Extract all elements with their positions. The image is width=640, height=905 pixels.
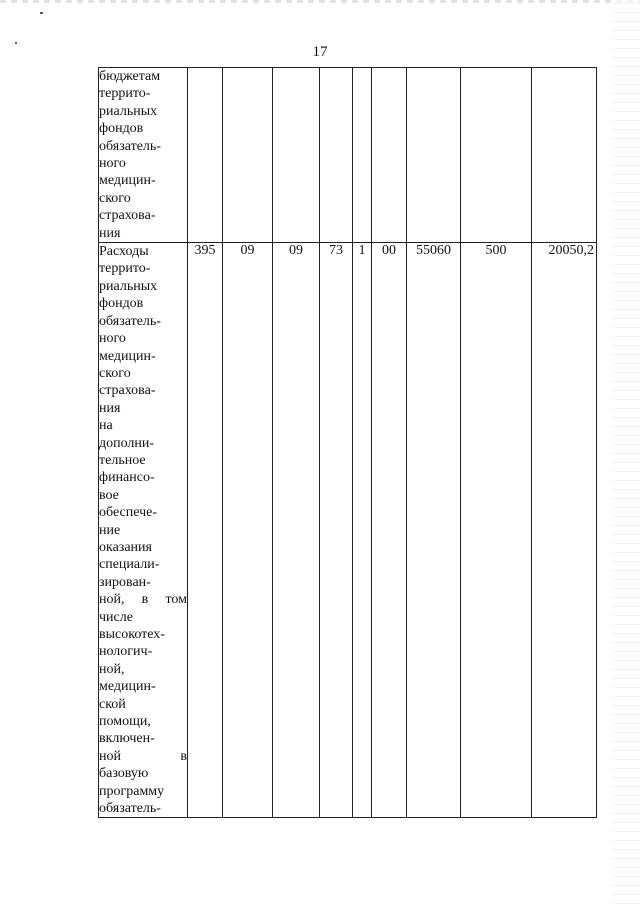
description-line: бюджетам: [99, 69, 161, 84]
code-program-cell: 73: [320, 243, 353, 818]
code-direction-cell: [407, 68, 461, 243]
code-event-cell: [372, 68, 407, 243]
page-number: 17: [312, 44, 328, 60]
budget-table: [98, 67, 597, 818]
code-section-cell: [223, 68, 273, 243]
description-line: дополни-: [99, 435, 155, 451]
description-line: медицин-: [99, 348, 156, 364]
description-line: ской: [99, 696, 126, 712]
description-line: страхова-: [99, 383, 156, 399]
code-section-cell: 09: [223, 243, 273, 818]
code-direction-cell: 55060: [407, 243, 461, 818]
code-subprogram-cell: [353, 68, 372, 243]
description-line: ского: [99, 365, 131, 381]
description-line: страхова-: [99, 208, 156, 224]
description-line: обеспече-: [99, 505, 157, 521]
code-event-cell: 00: [372, 243, 407, 818]
description-line: Расходы: [99, 244, 149, 260]
description-line: ния: [99, 400, 121, 416]
description-line: террито-: [99, 261, 151, 277]
description-line: базовую: [99, 766, 149, 782]
description-line: вое: [99, 487, 119, 503]
description-line: высокотех-: [99, 627, 165, 642]
code-expense-type-cell: 500: [461, 243, 532, 818]
scan-speck: [40, 12, 43, 14]
description-line: программу: [99, 783, 165, 799]
description-line: ного: [99, 156, 126, 172]
description-line: включен-: [99, 731, 155, 747]
code-program-cell: [320, 68, 353, 243]
description-line: ния: [99, 225, 121, 241]
description-line: медицин-: [99, 679, 156, 695]
description-line: риальных: [99, 103, 158, 119]
scan-edge-top: [0, 0, 640, 3]
code-subprogram-cell: 1: [353, 243, 372, 818]
description-line: финансо-: [99, 470, 155, 486]
table-row: [99, 68, 597, 243]
description-line: числе: [99, 609, 133, 625]
description-line: помощи,: [99, 714, 151, 730]
description-line: обязатель-: [99, 313, 161, 329]
description-line: ние: [99, 522, 121, 538]
code-expense-type-cell: [461, 68, 532, 243]
table-row: [99, 243, 597, 818]
code-admin-cell: 395: [188, 243, 223, 818]
description-line: ского: [99, 190, 131, 206]
description-line: оказания: [99, 539, 152, 555]
code-subsection-cell: [273, 68, 320, 243]
description-line: ной,: [99, 661, 125, 677]
description-line: обязатель-: [99, 801, 161, 817]
description-line: ной в: [99, 748, 187, 764]
description-line: фондов: [99, 296, 144, 312]
description-line: террито-: [99, 86, 151, 102]
code-subsection-cell: 09: [273, 243, 320, 818]
scan-edge-right: [612, 0, 640, 905]
row-description: [99, 68, 188, 243]
description-line: риальных: [99, 278, 158, 294]
row-description: [99, 243, 188, 818]
description-line: фондов: [99, 121, 144, 137]
description-line: медицин-: [99, 173, 156, 189]
description-line: специали-: [99, 557, 160, 573]
code-admin-cell: [188, 68, 223, 243]
description-line: ного: [99, 331, 126, 347]
description-line: тельное: [99, 452, 146, 468]
description-line: нологич-: [99, 644, 153, 660]
amount-cell: 20050,2: [532, 243, 597, 818]
amount-cell: [532, 68, 597, 243]
description-line: обязатель-: [99, 138, 161, 154]
description-line: на: [99, 418, 113, 434]
description-line: зирован-: [99, 574, 151, 590]
description-line: ной, в том: [99, 592, 187, 608]
